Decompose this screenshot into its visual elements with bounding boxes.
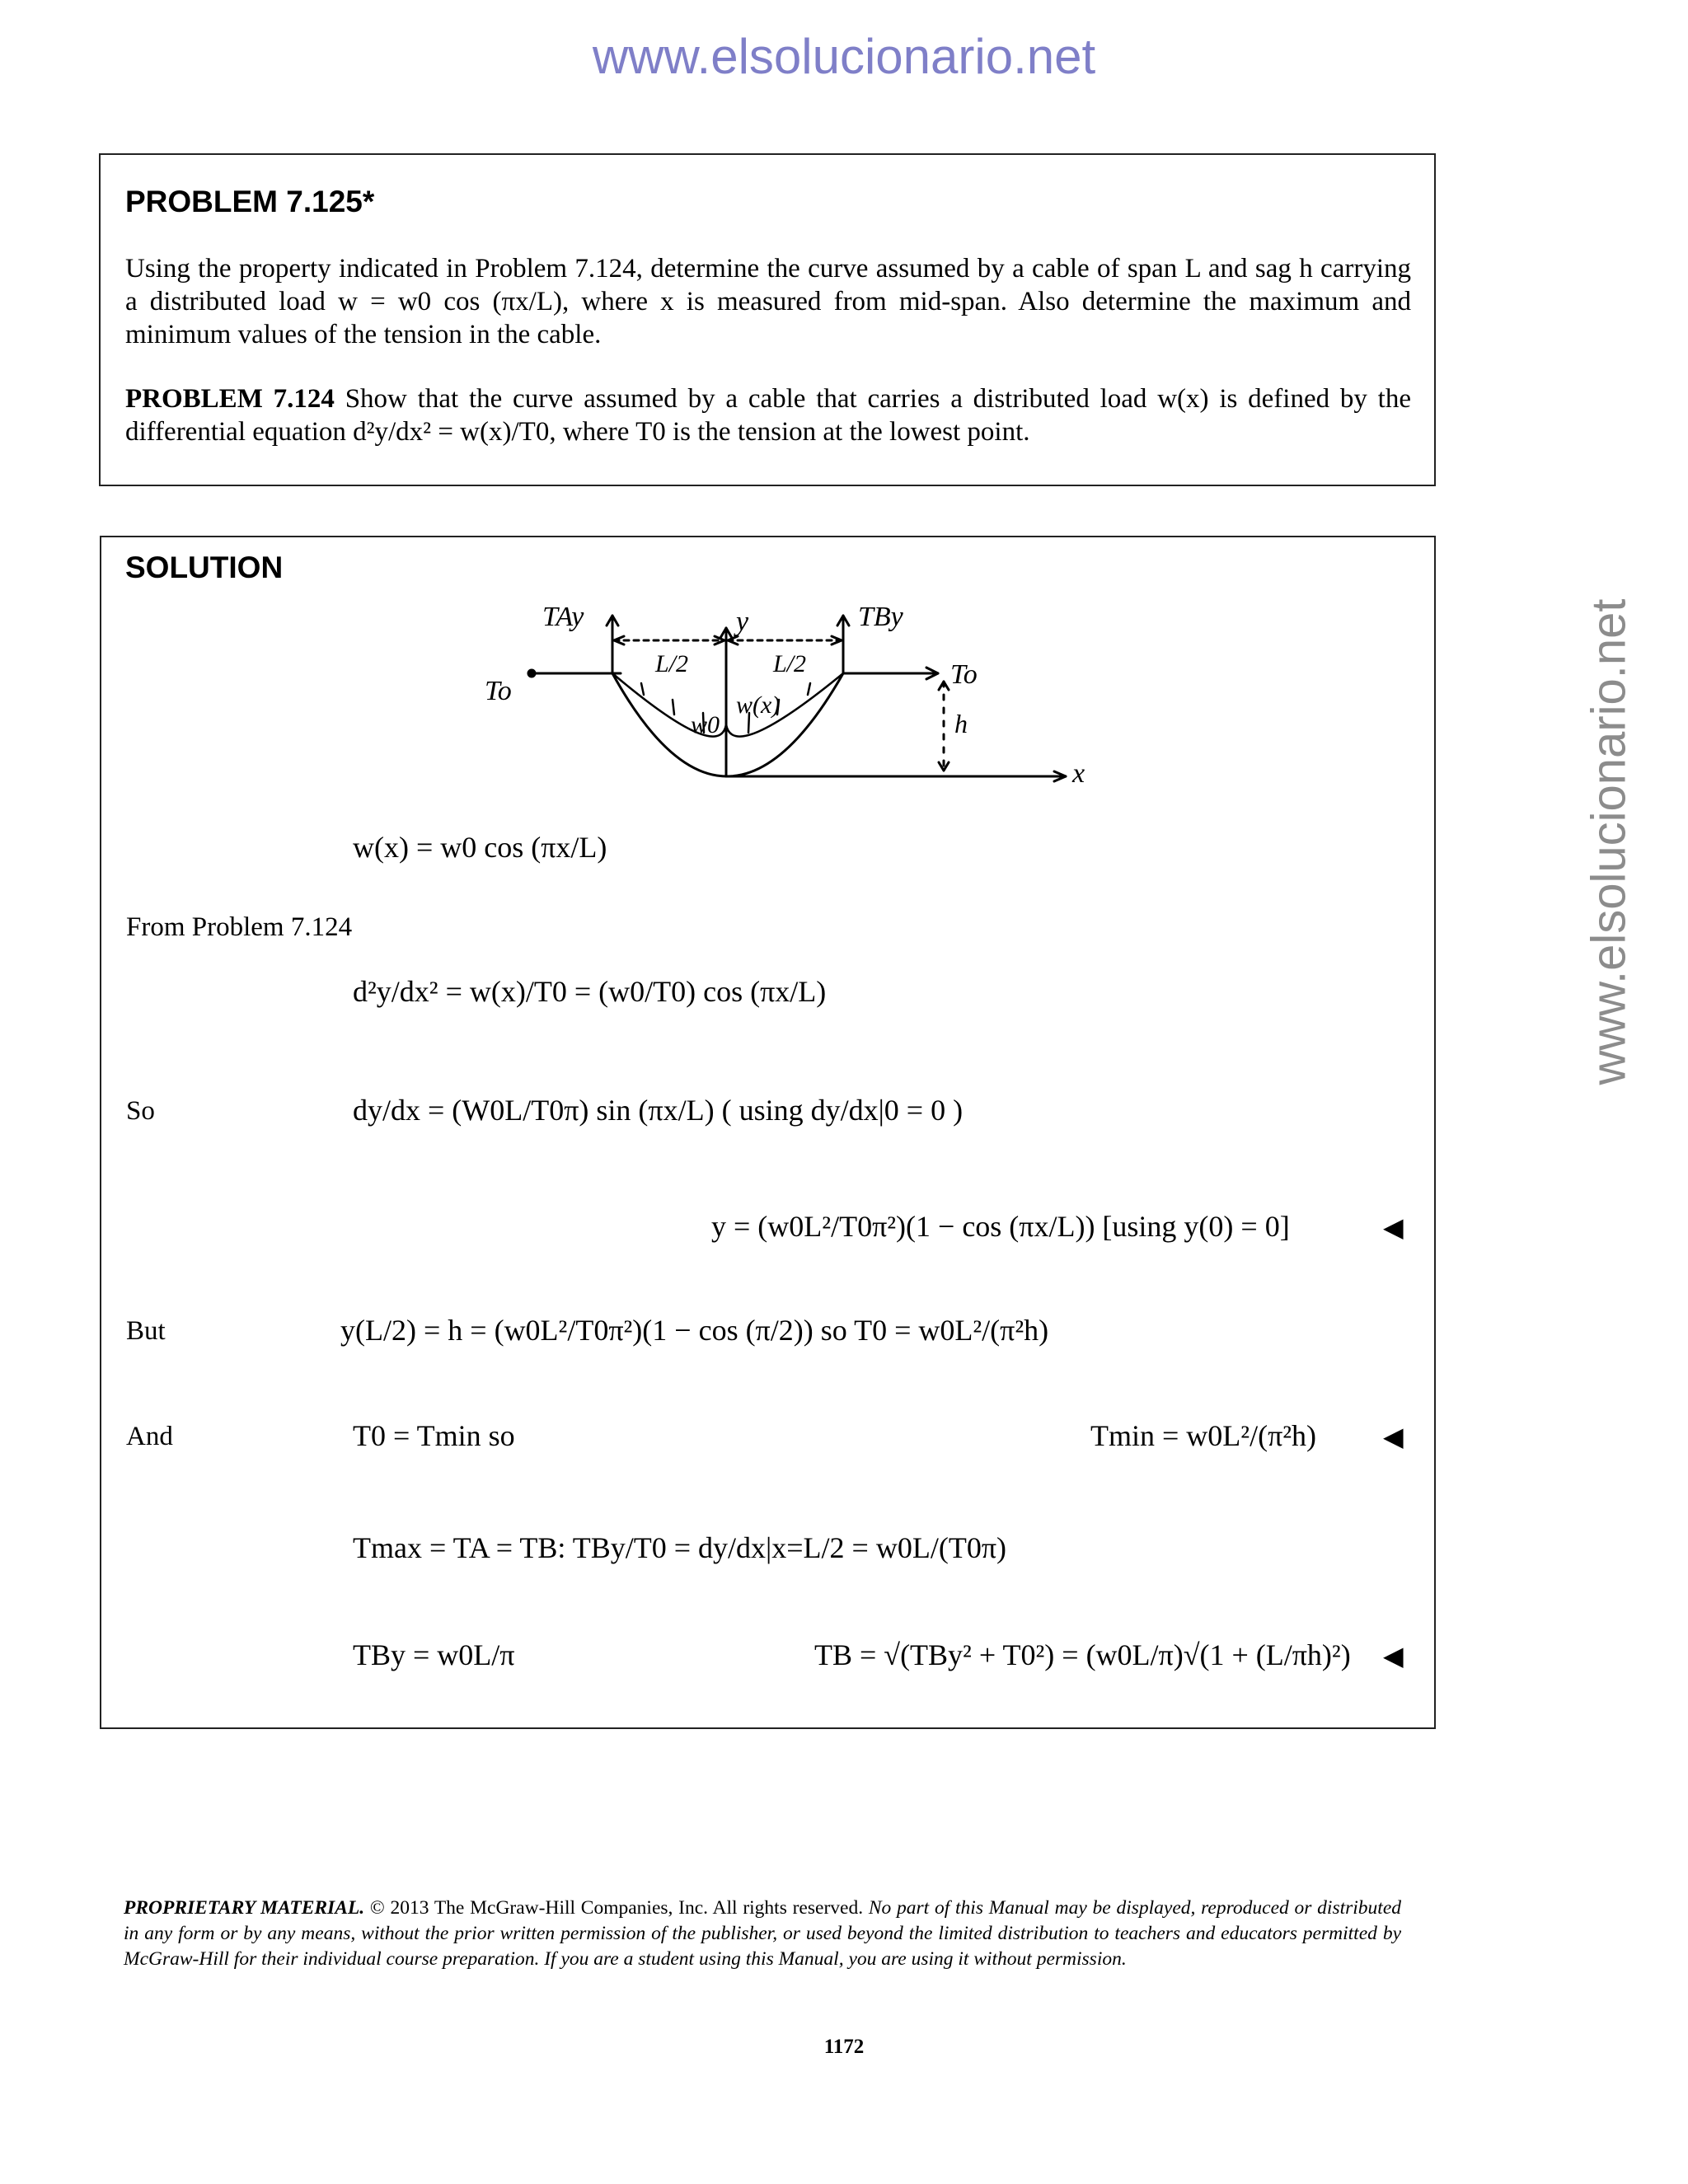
label-half-span-left: L/2 xyxy=(655,650,689,677)
label-load: w(x) xyxy=(736,691,781,719)
problem-reference xyxy=(125,382,1411,448)
label-y-axis: y xyxy=(736,607,749,637)
equation-tby: TBy = w0L/π xyxy=(353,1638,515,1671)
equation-load: w(x) = w0 cos (πx/L) xyxy=(353,831,607,864)
problem-title: PROBLEM 7.125* xyxy=(125,185,375,218)
solution-title: SOLUTION xyxy=(125,551,284,584)
equation-differential: d²y/dx² = w(x)/T0 = (w0/T0) cos (πx/L) xyxy=(353,975,827,1008)
label-t-ay: TAy xyxy=(542,607,584,632)
problem-statement: Using the property indicated in Problem 7.124, determine the curve assumed by a cable of span L and sag h carrying a distributed load w = w0 cos (πx/L), where x is measured from mid-span. Also determine the maximum and minimum values of the tension in the cable. xyxy=(125,254,1411,349)
result-marker-tb: ◀ xyxy=(1383,1641,1404,1671)
footer-lead: PROPRIETARY MATERIAL. xyxy=(124,1897,365,1919)
equation-sag: y(L/2) = h = (w0L²/T0π²)(1 − cos (π/2)) so T0 = w0L²/(π²h) xyxy=(340,1314,1049,1347)
equation-tmin-relation: T0 = Tmin so xyxy=(353,1419,515,1452)
label-x-axis: x xyxy=(1072,758,1085,789)
step-label-so: So xyxy=(126,1096,155,1126)
step-label-and: And xyxy=(126,1422,173,1451)
label-sag: h xyxy=(954,709,968,738)
label-half-span-right: L/2 xyxy=(773,650,807,677)
reference-title: PROBLEM 7.124 xyxy=(125,384,335,414)
result-marker-curve: ◀ xyxy=(1383,1212,1404,1242)
step-label-from-problem: From Problem 7.124 xyxy=(126,912,353,942)
page-number: 1172 xyxy=(823,2036,865,2058)
equation-tmax-relation: Tmax = TA = TB: TBy/T0 = dy/dx|x=L/2 = w0L/(T0π) xyxy=(353,1531,1006,1564)
label-t-o-right: To xyxy=(950,659,978,690)
label-w0: w0 xyxy=(691,711,720,738)
footer-notice-text: No part of this Manual may be displayed, reproduced or distributed in any form or by any means, without the prior written permission of the publisher, or used beyond the limited distribution to teachers and educators permitted by McGraw-Hill for their individual course preparation. If you are a student using this Manual, you are using it without permission. xyxy=(124,1897,1402,1970)
label-t-by: TBy xyxy=(858,607,903,632)
watermark-url[interactable]: www.elsolucionario.net xyxy=(592,29,1096,84)
equation-slope: dy/dx = (W0L/T0π) sin (πx/L) ( using dy/dx|0 = 0 ) xyxy=(353,1094,964,1127)
equation-tmin-result: Tmin = w0L²/(π²h) xyxy=(1090,1419,1317,1452)
result-marker-tmin: ◀ xyxy=(1383,1422,1404,1451)
cable-diagram xyxy=(357,607,1264,813)
reference-statement: Show that the curve assumed by a cable that carries a distributed load w(x) is defined by the differential equation d²y/dx² = w(x)/T0, where T0 is the tension at the lowest point. xyxy=(125,384,1411,447)
step-label-but: But xyxy=(126,1316,166,1346)
watermark-side-url: www.elsolucionario.net xyxy=(1582,598,1636,1085)
equation-tb-result: TB = √(TBy² + T0²) = (w0L/π)√(1 + (L/πh)²) xyxy=(814,1638,1351,1671)
label-t-o-left: To xyxy=(485,676,512,706)
footer-copyright: © 2013 The McGraw-Hill Companies, Inc. All rights reserved. xyxy=(369,1897,864,1919)
solution-box xyxy=(100,536,1436,1729)
equation-curve-result: y = (w0L²/T0π²)(1 − cos (πx/L)) [using y(0) = 0] xyxy=(711,1210,1290,1243)
footer-notice xyxy=(124,1896,1401,1972)
problem-box xyxy=(99,153,1436,486)
